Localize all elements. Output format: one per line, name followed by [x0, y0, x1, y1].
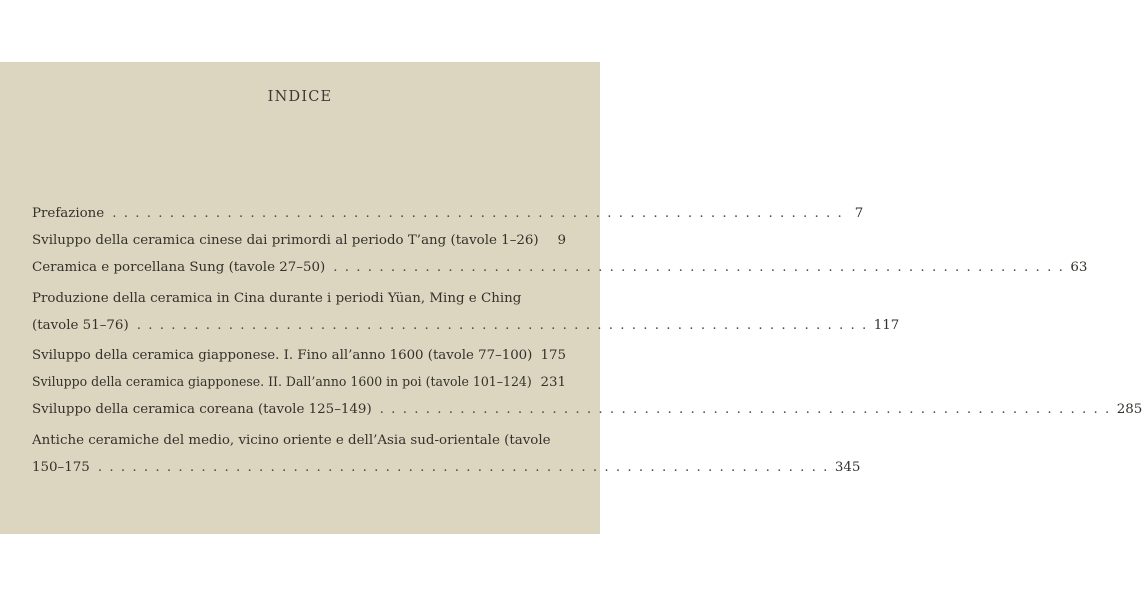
toc-entry-text-line1: Antiche ceramiche del medio, vicino oriente e dell’Asia sud-orientale (tavole [32, 433, 551, 448]
toc-entry-text: Ceramica e porcellana Sung (tavole 27–50) [32, 260, 326, 275]
toc-leader-dots: . . . . . . . . . . . . . . . . . . . . . . . . . . . . . . . . . . . . . . . . . . . . . . . . . . . . . . . . . . . . . . . . [97, 460, 829, 475]
toc-page-number: 285 [1116, 402, 1142, 417]
toc-entry-giappone-1 [32, 348, 566, 374]
toc-entry-text: Prefazione [32, 206, 105, 221]
toc-entry-text: Sviluppo della ceramica giapponese. II. Dall’anno 1600 in poi (tavole 101–124) [32, 375, 532, 390]
toc-page-number: 9 [557, 233, 566, 248]
toc-page-number: 7 [854, 206, 864, 221]
toc-entry-yuan-ming-ching [32, 318, 900, 344]
toc-entry-asia [32, 460, 861, 486]
toc-entry-text: Sviluppo della ceramica giapponese. I. Fino all’anno 1600 (tavole 77–100) [32, 348, 533, 363]
index-title: INDICE [267, 89, 333, 105]
toc-entry-text-line1: Produzione della ceramica in Cina durante i periodi Yüan, Ming e Ching [32, 291, 522, 306]
toc-entry-text: 150–175 [32, 460, 90, 475]
toc-entry-giappone-2 [32, 375, 566, 401]
toc-page-number: 345 [834, 460, 861, 475]
toc-entry-text: Sviluppo della ceramica cinese dai primordi al periodo T’ang (tavole 1–26) [32, 233, 539, 248]
toc-entry-text: Sviluppo della ceramica coreana (tavole 125–149) [32, 402, 372, 417]
toc-entry-prefazione [32, 206, 864, 232]
toc-entry-sung [32, 260, 1088, 286]
toc-leader-dots: . . . . . . . . . . . . . . . . . . . . . . . . . . . . . . . . . . . . . . . . . . . . . . . . . . . . . . . . . . . . . . . . [136, 318, 868, 333]
toc-page-number: 175 [540, 348, 566, 363]
toc-page-number: 117 [873, 318, 900, 333]
toc-page-number: 231 [540, 375, 566, 390]
toc-entry-text: (tavole 51–76) [32, 318, 129, 333]
toc-page-number: 63 [1070, 260, 1088, 275]
toc-leader-dots: . . . . . . . . . . . . . . . . . . . . . . . . . . . . . . . . . . . . . . . . . . . . . . . . . . . . . . . . . . . . . . . . [379, 402, 1111, 417]
toc-entry-cina-primordi [32, 233, 566, 259]
toc-entry-corea [32, 402, 1142, 428]
toc-leader-dots: . . . . . . . . . . . . . . . . . . . . . . . . . . . . . . . . . . . . . . . . . . . . . . . . . . . . . . . . . . . . . . . . [112, 206, 844, 221]
toc-leader-dots: . . . . . . . . . . . . . . . . . . . . . . . . . . . . . . . . . . . . . . . . . . . . . . . . . . . . . . . . . . . . . . . . [333, 260, 1065, 275]
book-page [0, 62, 1142, 534]
